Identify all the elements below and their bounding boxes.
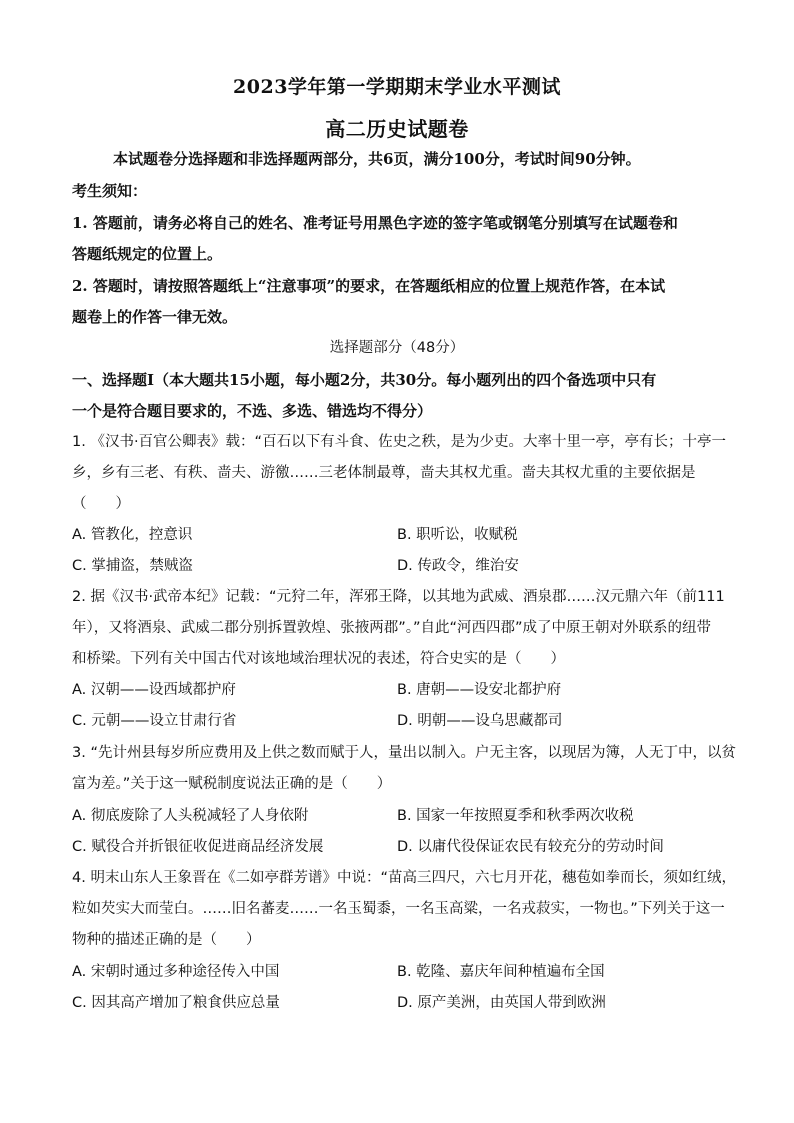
exam-subtitle: 高二历史试题卷 — [325, 117, 469, 141]
option-a: A. 汉朝——设西域都护府 — [72, 682, 236, 698]
question-text-line: 4. 明末山东人王象晋在《二如亭群芳谱》中说：“苗高三四尺，六七月开花，穗苞如拳而长，须如红绒， — [72, 870, 736, 886]
option-b: B. 国家一年按照夏季和秋季两次收税 — [397, 808, 634, 824]
option-c: C. 因其高产增加了粮食供应总量 — [72, 995, 280, 1011]
question-text-line: 物种的描述正确的是（ ） — [72, 932, 261, 948]
question-text-line: 粒如芡实大而莹白。……旧名蕃麦……一名玉蜀黍，一名玉高粱，一名戎菽实，一物也。”下列关于这一 — [72, 901, 725, 917]
option-d: D. 以庸代役保证农民有较充分的劳动时间 — [397, 839, 664, 855]
notice-item-1-line-1: 1. 答题前，请务必将自己的姓名、准考证号用黑色字迹的签字笔或钢笔分别填写在试题卷和 — [72, 214, 678, 232]
option-c: C. 元朝——设立甘肃行省 — [72, 713, 237, 729]
notice-item-2-line-1: 2. 答题时，请按照答题纸上“注意事项”的要求，在答题纸相应的位置上规范作答，在本试 — [72, 277, 666, 295]
question-text-line: 1. 《汉书·百官公卿表》载：“百石以下有斗食、佐史之秩，是为少吏。大率十里一亭，亭有长；十亭一 — [72, 434, 727, 450]
question-text-line: 和桥梁。下列有关中国古代对该地域治理状况的表述，符合史实的是（ ） — [72, 651, 565, 667]
notice-item-1-line-2: 答题纸规定的位置上。 — [72, 245, 223, 263]
section-heading: 选择题部分（48分） — [329, 340, 465, 356]
exam-intro: 本试题卷分选择题和非选择题两部分，共6页，满分100分，考试时间90分钟。 — [113, 150, 641, 168]
option-b: B. 乾隆、嘉庆年间种植遍布全国 — [397, 964, 605, 980]
option-d: D. 明朝——设乌思藏都司 — [397, 713, 563, 729]
question-text-line: 3. “先计州县每岁所应费用及上供之数而赋于人，量出以制入。户无主客，以现居为簿，人无丁中，以贫 — [72, 745, 736, 761]
option-a: A. 宋朝时通过多种途径传入中国 — [72, 964, 280, 980]
question-text-line: 2. 据《汉书·武帝本纪》记载：“元狩二年，浑邪王降，以其地为武威、酒泉郡……汉元鼎六年（前111 — [72, 589, 725, 605]
option-a: A. 管教化，控意识 — [72, 527, 193, 543]
notice-heading: 考生须知： — [72, 182, 148, 200]
option-b: B. 唐朝——设安北都护府 — [397, 682, 562, 698]
option-d: D. 传政令，维治安 — [397, 558, 519, 574]
part-heading-line-1: 一、选择题Ⅰ（本大题共15小题，每小题2分，共30分。每小题列出的四个备选项中只有 — [72, 371, 657, 389]
question-text-line: （ ） — [72, 496, 130, 512]
question-text-line: 富为差。”关于这一赋税制度说法正确的是（ ） — [72, 776, 392, 792]
question-text-line: 乡，乡有三老、有秩、啬夫、游徼……三老体制最尊，啬夫其权尤重。啬夫其权尤重的主要依据是 — [72, 465, 696, 481]
notice-item-2-line-2: 题卷上的作答一律无效。 — [72, 308, 238, 326]
option-a: A. 彻底废除了人头税减轻了人身依附 — [72, 808, 309, 824]
option-d: D. 原产美洲，由英国人带到欧洲 — [397, 995, 606, 1011]
option-b: B. 职听讼，收赋税 — [397, 527, 518, 543]
part-heading-line-2: 一个是符合题目要求的，不选、多选、错选均不得分） — [72, 402, 433, 420]
exam-title: 2023学年第一学期期末学业水平测试 — [233, 76, 561, 98]
option-c: C. 掌捕盗，禁贼盗 — [72, 558, 193, 574]
question-text-line: 年），又将酒泉、武威二郡分别拆置敦煌、张掖两郡”。”自此“河西四郡”成了中原王朝对外联系的纽带 — [72, 620, 712, 636]
option-c: C. 赋役合并折银征收促进商品经济发展 — [72, 839, 324, 855]
